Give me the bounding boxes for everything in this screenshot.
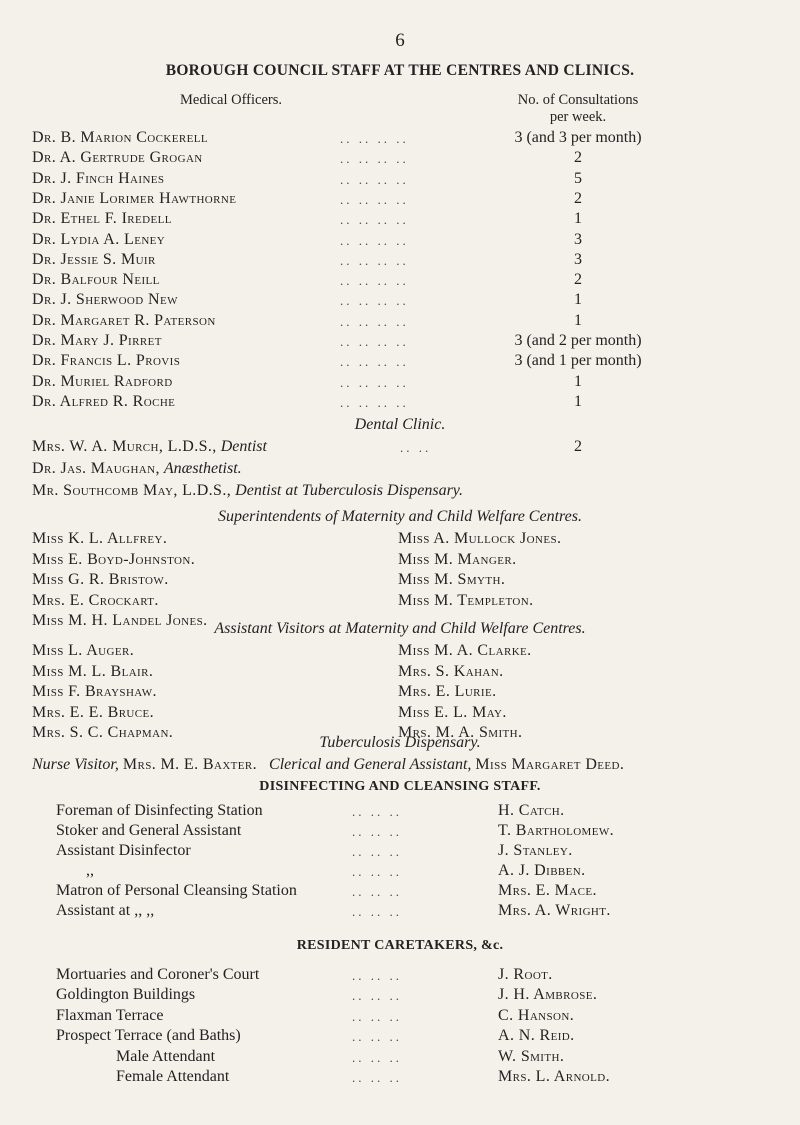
staff-name: Mrs. E. E. Bruce. bbox=[32, 703, 155, 721]
staff-name: Mrs. L. Arnold. bbox=[498, 1068, 611, 1085]
staff-name: Mrs. E. Crockart. bbox=[32, 591, 159, 609]
staff-name: Mrs. A. Wright. bbox=[498, 902, 611, 919]
consultations-value: 5 bbox=[574, 169, 582, 187]
staff-name: Miss E. Boyd-Johnston. bbox=[32, 550, 196, 568]
role-label: Matron of Personal Cleansing Station bbox=[56, 882, 297, 899]
officer-name: Dr. Muriel Radford bbox=[32, 372, 173, 390]
consultations-value: 3 bbox=[574, 250, 582, 268]
leader-dots: .. .. .. .. bbox=[340, 252, 409, 268]
staff-name: Miss M. L. Blair. bbox=[32, 662, 154, 680]
officer-name: Dr. Janie Lorimer Hawthorne bbox=[32, 189, 237, 207]
leader-dots: .. .. .. .. bbox=[340, 151, 409, 167]
role-label: Flaxman Terrace bbox=[56, 1006, 164, 1024]
dental-row-anaesthetist: Dr. Jas. Maughan, Anæsthetist. bbox=[32, 460, 242, 477]
staff-name: Mrs. E. Lurie. bbox=[398, 683, 497, 700]
staff-name: Mrs. M. A. Smith. bbox=[398, 724, 523, 741]
tb-dispensary-title: Tuberculosis Dispensary. bbox=[319, 734, 481, 751]
leader-dots: .. .. .. bbox=[352, 904, 402, 919]
staff-name: Mrs. S. Kahan. bbox=[398, 662, 504, 680]
consultations-value: 1 bbox=[574, 372, 582, 390]
consultations-value: 2 bbox=[574, 149, 582, 167]
leader-dots: .. .. .. .. bbox=[340, 313, 409, 329]
leader-dots: .. .. .. bbox=[352, 844, 402, 859]
disinfecting-title: DISINFECTING AND CLEANSING STAFF. bbox=[259, 779, 541, 794]
dental-row-dentist: Mrs. W. A. Murch, L.D.S., Dentist bbox=[32, 438, 267, 455]
page-number: 6 bbox=[395, 30, 405, 51]
staff-name: Mrs. E. Mace. bbox=[498, 882, 597, 899]
leader-dots: .. .. .. .. bbox=[340, 293, 409, 309]
staff-name: A. J. Dibben. bbox=[498, 862, 586, 879]
leader-dots: .. .. .. .. bbox=[340, 374, 409, 390]
dental-row-value: 2 bbox=[574, 438, 582, 455]
visitors-title: Assistant Visitors at Maternity and Child Welfare Centres. bbox=[214, 620, 586, 637]
staff-name: H. Catch. bbox=[498, 802, 565, 819]
leader-dots: .. .. .. bbox=[352, 824, 402, 839]
leader-dots: .. .. .. .. bbox=[340, 131, 409, 146]
consultations-column-header: No. of Consultations per week. bbox=[517, 92, 639, 125]
staff-name: Mrs. S. C. Chapman. bbox=[32, 724, 174, 741]
leader-dots: .. .. .. bbox=[352, 1008, 402, 1024]
officer-name: Dr. Mary J. Pirret bbox=[32, 332, 162, 349]
consultations-value: 3 bbox=[574, 230, 582, 248]
officer-name: Dr. Lydia A. Leney bbox=[32, 230, 166, 248]
consultations-value: 3 (and 3 per month) bbox=[514, 129, 642, 146]
leader-dots: .. .. .. .. bbox=[340, 212, 409, 228]
consultations-value: 2 bbox=[574, 271, 582, 289]
leader-dots: .. .. .. .. bbox=[340, 354, 409, 370]
consultations-value: 2 bbox=[574, 189, 582, 207]
leader-dots: .. .. .. bbox=[352, 1070, 402, 1085]
staff-name: Miss M. H. Landel Jones. bbox=[32, 612, 208, 629]
staff-name: C. Hanson. bbox=[498, 1006, 575, 1024]
leader-dots: .. .. .. bbox=[352, 1029, 402, 1045]
staff-name: Miss M. A. Clarke. bbox=[398, 642, 532, 659]
officer-name: Dr. Francis L. Provis bbox=[32, 352, 181, 370]
consultations-value: 1 bbox=[574, 210, 582, 228]
role-label: Foreman of Disinfecting Station bbox=[56, 802, 263, 819]
officer-name: Dr. Margaret R. Paterson bbox=[32, 311, 216, 329]
staff-name: T. Bartholomew. bbox=[498, 822, 615, 839]
leader-dots: .. .. .. .. bbox=[340, 191, 409, 207]
officer-name: Dr. J. Finch Haines bbox=[32, 169, 165, 187]
tb-staff-line: Nurse Visitor, Mrs. M. E. Baxter. Clerical and General Assistant, Miss Margaret Deed. bbox=[32, 756, 625, 773]
leader-dots: .. .. .. bbox=[352, 864, 402, 879]
staff-name: Miss M. Templeton. bbox=[398, 591, 534, 609]
role-label: Assistant at ,, ,, bbox=[56, 902, 155, 919]
officer-name: Dr. Balfour Neill bbox=[32, 271, 160, 289]
medical-officers-column-header: Medical Officers. bbox=[180, 92, 282, 108]
page-heading: BOROUGH COUNCIL STAFF AT THE CENTRES AND CLINICS. bbox=[165, 62, 635, 79]
officer-name: Dr. Ethel F. Iredell bbox=[32, 210, 172, 228]
staff-name: J. Stanley. bbox=[498, 842, 573, 859]
staff-name: Miss A. Mullock Jones. bbox=[398, 530, 562, 547]
officer-name: Dr. J. Sherwood New bbox=[32, 291, 178, 309]
staff-name: Miss F. Brayshaw. bbox=[32, 683, 157, 700]
consultations-value: 1 bbox=[574, 392, 582, 410]
leader-dots: .. .. .. bbox=[352, 804, 402, 819]
staff-name: Miss K. L. Allfrey. bbox=[32, 530, 168, 547]
staff-name: Miss L. Auger. bbox=[32, 642, 135, 659]
staff-name: Miss G. R. Bristow. bbox=[32, 571, 169, 588]
leader-dots: .. .. .. .. bbox=[340, 273, 409, 289]
staff-name: Miss M. Manger. bbox=[398, 550, 517, 568]
role-label: Male Attendant bbox=[116, 1047, 216, 1065]
dental-row-dots: .. .. bbox=[400, 440, 432, 455]
role-label: ,, bbox=[86, 862, 94, 879]
officer-name: Dr. A. Gertrude Grogan bbox=[32, 149, 203, 167]
leader-dots: .. .. .. .. bbox=[340, 171, 409, 187]
consultations-value: 3 (and 2 per month) bbox=[514, 332, 642, 349]
officer-name: Dr. Jessie S. Muir bbox=[32, 250, 156, 268]
leader-dots: .. .. .. .. bbox=[340, 334, 409, 349]
role-label: Assistant Disinfector bbox=[56, 842, 191, 859]
role-label: Prospect Terrace (and Baths) bbox=[56, 1027, 241, 1045]
dental-clinic-title: Dental Clinic. bbox=[354, 416, 446, 433]
dental-row-tb-dentist: Mr. Southcomb May, L.D.S., Dentist at Tuberculosis Dispensary. bbox=[32, 482, 464, 499]
consultations-value: 1 bbox=[574, 291, 582, 309]
staff-name: J. H. Ambrose. bbox=[498, 986, 598, 1004]
staff-name: W. Smith. bbox=[498, 1047, 565, 1065]
role-label: Mortuaries and Coroner's Court bbox=[56, 966, 260, 983]
role-label: Goldington Buildings bbox=[56, 986, 196, 1004]
consultations-value: 1 bbox=[574, 311, 582, 329]
leader-dots: .. .. .. bbox=[352, 988, 402, 1004]
leader-dots: .. .. .. .. bbox=[340, 394, 409, 410]
caretakers-title: RESIDENT CARETAKERS, &c. bbox=[296, 938, 504, 953]
staff-name: Miss E. L. May. bbox=[398, 703, 507, 721]
consultations-value: 3 (and 1 per month) bbox=[514, 352, 642, 370]
staff-name: A. N. Reid. bbox=[498, 1027, 575, 1045]
staff-name: Miss M. Smyth. bbox=[398, 571, 506, 588]
staff-name: J. Root. bbox=[498, 966, 553, 983]
leader-dots: .. .. .. bbox=[352, 1049, 402, 1065]
officer-name: Dr. B. Marion Cockerell bbox=[32, 129, 208, 146]
superintendents-title: Superintendents of Maternity and Child Welfare Centres. bbox=[218, 508, 582, 525]
leader-dots: .. .. .. bbox=[352, 968, 402, 983]
role-label: Female Attendant bbox=[116, 1068, 230, 1085]
leader-dots: .. .. .. .. bbox=[340, 232, 409, 248]
role-label: Stoker and General Assistant bbox=[56, 822, 242, 839]
officer-name: Dr. Alfred R. Roche bbox=[32, 392, 176, 410]
leader-dots: .. .. .. bbox=[352, 884, 402, 899]
